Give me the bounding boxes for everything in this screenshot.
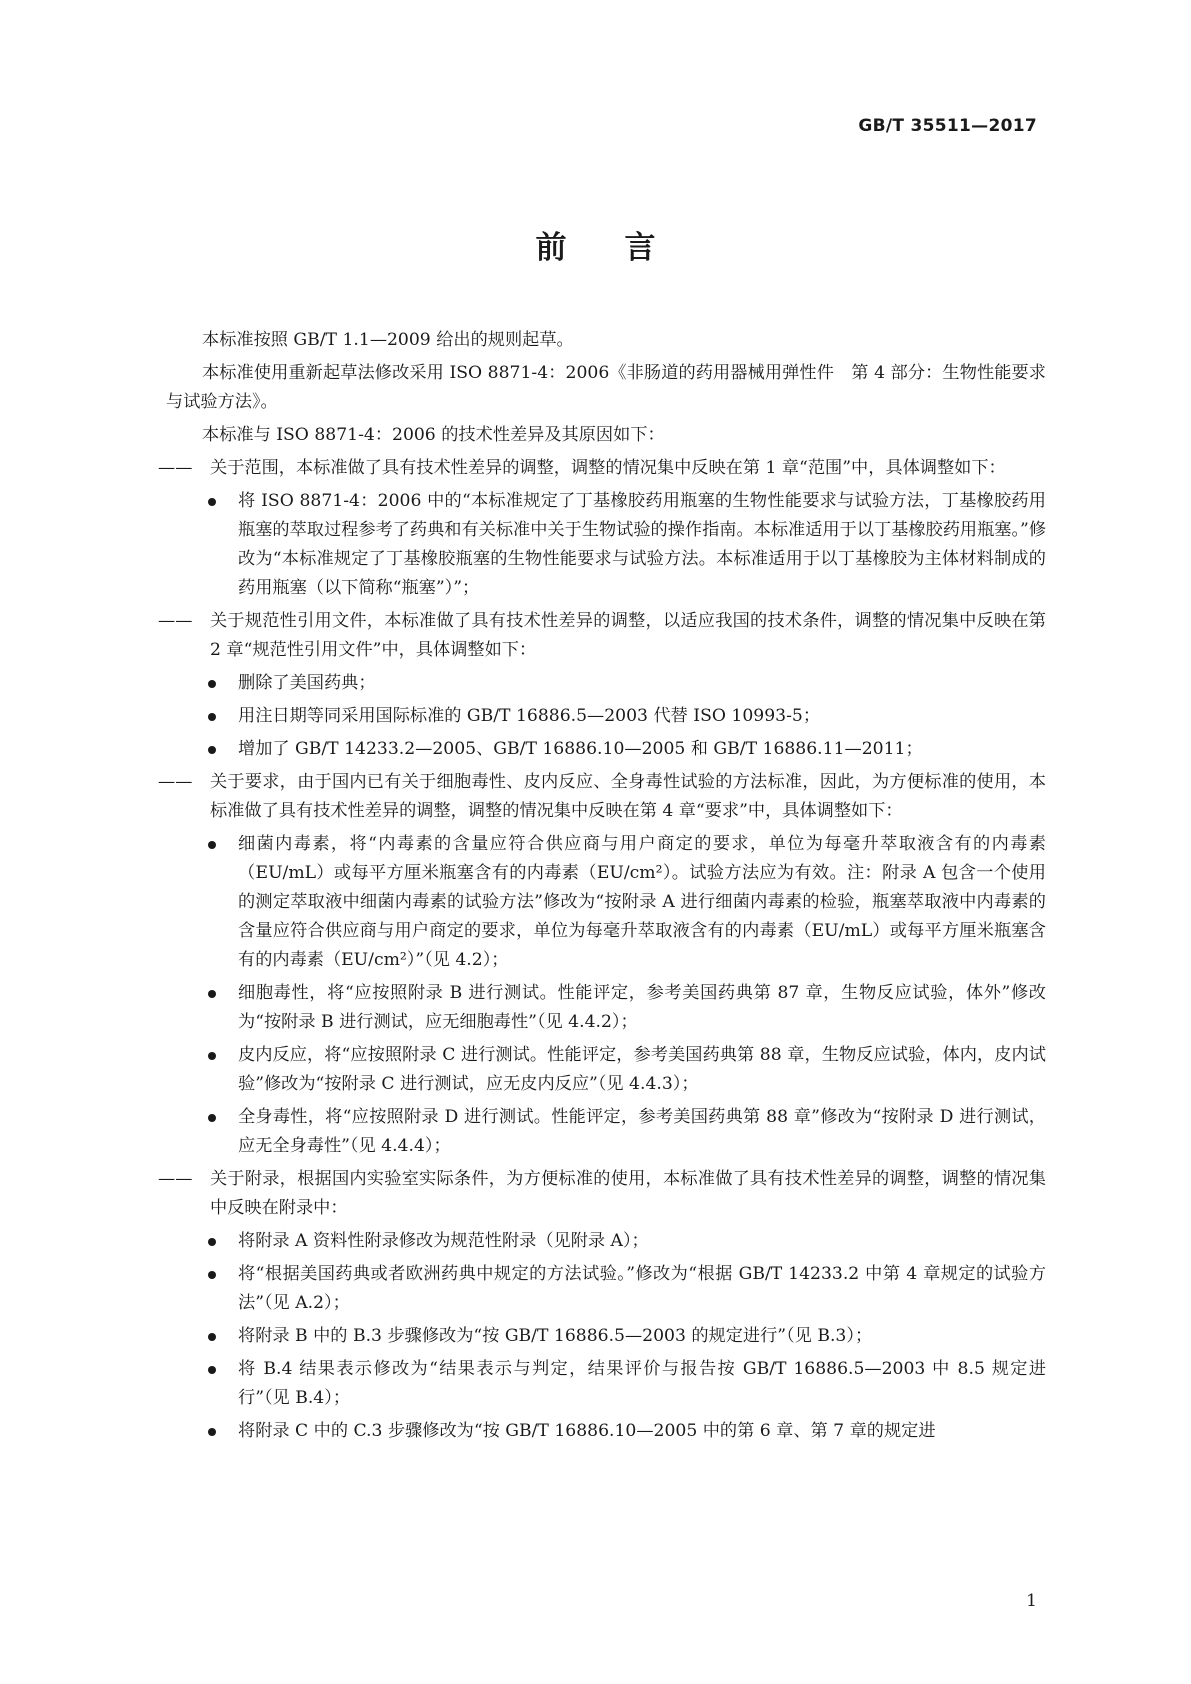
foreword-body — [158, 326, 1047, 1450]
bullet-text: 皮内反应，将“应按照附录 C 进行测试。性能评定，参考美国药典第 88 章，生物反应试验，体内，皮内试验”修改为“按附录 C 进行测试，应无皮内反应”（见 4.4.3）； — [238, 1045, 1046, 1094]
paragraph: 本标准与 ISO 8871-4：2006 的技术性差异及其原因如下： — [202, 425, 665, 445]
bullet-dot-icon — [208, 498, 216, 506]
bullet-text: 将附录 A 资料性附录修改为规范性附录（见附录 A）； — [238, 1231, 649, 1251]
bullet-item — [166, 1041, 1046, 1099]
bullet-item — [166, 1417, 1046, 1446]
bullet-item — [166, 1355, 1046, 1413]
bullet-text: 将 B.4 结果表示修改为“结果表示与判定，结果评价与报告按 GB/T 16886.5—2003 中 8.5 规定进行”（见 B.4）； — [238, 1359, 1046, 1408]
dash-item-requirements — [158, 768, 1046, 826]
bullet-dot-icon — [208, 990, 216, 998]
bullet-text: 将“根据美国药典或者欧洲药典中规定的方法试验。”修改为“根据 GB/T 14233.2 中第 4 章规定的试验方法”（见 A.2）； — [238, 1264, 1046, 1313]
bullet-item — [166, 487, 1046, 603]
bullet-text: 细胞毒性，将“应按照附录 B 进行测试。性能评定，参考美国药典第 87 章，生物反应试验，体外”修改为“按附录 B 进行测试，应无细胞毒性”（见 4.4.2）； — [238, 983, 1046, 1032]
bullet-dot-icon — [208, 1238, 216, 1246]
bullet-dot-icon — [208, 1333, 216, 1341]
bullet-dot-icon — [208, 746, 216, 754]
dash-mark: —— — [158, 1169, 193, 1189]
bullet-item — [166, 735, 1046, 764]
bullet-item — [166, 669, 1046, 698]
paragraph: 本标准使用重新起草法修改采用 ISO 8871-4：2006《非肠道的药用器械用弹性件 第 4 部分：生物性能要求与试验方法》。 — [166, 363, 1046, 412]
standard-code: GB/T 35511—2017 — [858, 116, 1037, 136]
dash-item-text: 关于范围，本标准做了具有技术性差异的调整，调整的情况集中反映在第 1 章“范围”中，具体调整如下： — [210, 458, 1006, 478]
dash-item-references — [158, 607, 1046, 665]
dash-item-annexes — [158, 1165, 1046, 1223]
bullet-text: 将附录 B 中的 B.3 步骤修改为“按 GB/T 16886.5—2003 的规定进行”（见 B.3）； — [238, 1326, 873, 1346]
dash-item-text: 关于要求，由于国内已有关于细胞毒性、皮内反应、全身毒性试验的方法标准，因此，为方便标准的使用，本标准做了具有技术性差异的调整，调整的情况集中反映在第 4 章“要求”中，具体调整如下： — [210, 772, 1046, 821]
bullet-text: 将附录 C 中的 C.3 步骤修改为“按 GB/T 16886.10—2005 中的第 6 章、第 7 章的规定进 — [238, 1421, 936, 1441]
page-number: 1 — [1026, 1591, 1037, 1611]
bullet-item — [166, 1322, 1046, 1351]
bullet-item — [166, 1227, 1046, 1256]
dash-mark: —— — [158, 772, 193, 792]
dash-item-text: 关于附录，根据国内实验室实际条件，为方便标准的使用，本标准做了具有技术性差异的调整，调整的情况集中反映在附录中： — [210, 1169, 1046, 1218]
paragraph: 本标准按照 GB/T 1.1—2009 给出的规则起草。 — [202, 330, 574, 350]
bullet-item — [166, 830, 1046, 975]
dash-item-text: 关于规范性引用文件，本标准做了具有技术性差异的调整，以适应我国的技术条件，调整的情况集中反映在第 2 章“规范性引用文件”中，具体调整如下： — [210, 611, 1046, 660]
bullet-dot-icon — [208, 1366, 216, 1374]
bullet-text: 用注日期等同采用国际标准的 GB/T 16886.5—2003 代替 ISO 10993-5； — [238, 706, 821, 726]
bullet-text: 将 ISO 8871-4：2006 中的“本标准规定了丁基橡胶药用瓶塞的生物性能要求与试验方法，丁基橡胶药用瓶塞的萃取过程参考了药典和有关标准中关于生物试验的操作指南。本标准适用于以丁基橡胶药用瓶塞。”修改为“本标准规定了丁基橡胶瓶塞的生物性能要求与试验方法。本标准适用于以丁基橡胶为主体材料制成的药用瓶塞（以下简称“瓶塞”）”； — [238, 491, 1047, 598]
bullet-dot-icon — [208, 680, 216, 688]
bullet-item — [166, 979, 1046, 1037]
bullet-item — [166, 1260, 1046, 1318]
bullet-dot-icon — [208, 1428, 216, 1436]
bullet-text: 删除了美国药典； — [238, 673, 376, 693]
bullet-item — [166, 1103, 1046, 1161]
bullet-dot-icon — [208, 1271, 216, 1279]
bullet-text: 全身毒性，将“应按照附录 D 进行测试。性能评定，参考美国药典第 88 章”修改为“按附录 D 进行测试，应无全身毒性”（见 4.4.4）； — [238, 1107, 1046, 1156]
dash-item-scope — [158, 454, 1046, 483]
dash-mark: —— — [158, 611, 193, 631]
page-title: 前言 — [535, 230, 714, 266]
bullet-text: 增加了 GB/T 14233.2—2005、GB/T 16886.10—2005 和 GB/T 16886.11—2011； — [238, 739, 923, 759]
bullet-text: 细菌内毒素，将“内毒素的含量应符合供应商与用户商定的要求，单位为每毫升萃取液含有的内毒素（EU/mL）或每平方厘米瓶塞含有的内毒素（EU/cm²）。试验方法应为有效。注：附录 A 包含一个使用的测定萃取液中细菌内毒素的试验方法”修改为“按附录 A 进行细菌内毒素的检验，瓶塞萃取液中内毒素的含量应符合供应商与用户商定的要求，单位为每毫升萃取液含有的内毒素（EU/mL）或每平方厘米瓶塞含有的内毒素（EU/cm²）”（见 4.2）； — [238, 834, 1046, 970]
bullet-item — [166, 702, 1046, 731]
dash-mark: —— — [158, 458, 193, 478]
bullet-dot-icon — [208, 1052, 216, 1060]
bullet-dot-icon — [208, 713, 216, 721]
bullet-dot-icon — [208, 841, 216, 849]
bullet-dot-icon — [208, 1114, 216, 1122]
